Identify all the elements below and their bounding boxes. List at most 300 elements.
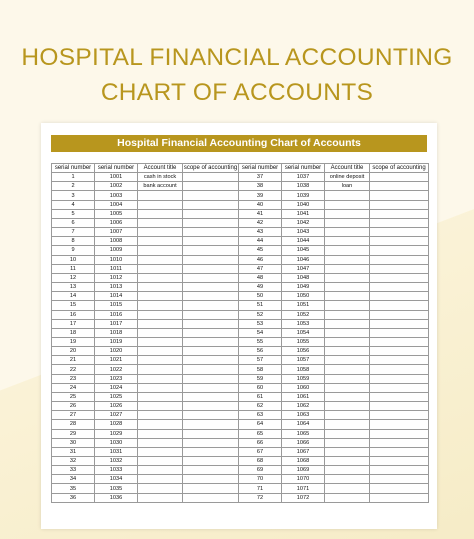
table-cell[interactable]: [325, 402, 370, 411]
table-cell[interactable]: 1039: [282, 191, 325, 200]
table-cell[interactable]: [325, 392, 370, 401]
table-cell[interactable]: [183, 337, 239, 346]
table-cell[interactable]: 21: [52, 356, 95, 365]
table-cell[interactable]: 1066: [282, 438, 325, 447]
table-cell[interactable]: 1024: [95, 383, 138, 392]
table-cell[interactable]: [138, 228, 183, 237]
table-cell[interactable]: [370, 365, 429, 374]
table-cell[interactable]: [325, 356, 370, 365]
table-cell[interactable]: 40: [239, 200, 282, 209]
table-cell[interactable]: 1065: [282, 429, 325, 438]
table-cell[interactable]: [370, 301, 429, 310]
table-cell[interactable]: [325, 411, 370, 420]
table-cell[interactable]: 48: [239, 273, 282, 282]
table-cell[interactable]: 1056: [282, 347, 325, 356]
table-cell[interactable]: 1072: [282, 493, 325, 502]
table-cell[interactable]: 1009: [95, 246, 138, 255]
table-cell[interactable]: [325, 209, 370, 218]
table-cell[interactable]: 60: [239, 383, 282, 392]
table-cell[interactable]: 47: [239, 264, 282, 273]
table-cell[interactable]: 18: [52, 328, 95, 337]
table-cell[interactable]: 1067: [282, 447, 325, 456]
table-cell[interactable]: [183, 200, 239, 209]
table-row: [52, 457, 429, 466]
table-cell[interactable]: [325, 301, 370, 310]
table-cell[interactable]: [325, 493, 370, 502]
table-cell[interactable]: 1046: [282, 255, 325, 264]
table-cell[interactable]: [325, 374, 370, 383]
table-cell[interactable]: [325, 337, 370, 346]
table-cell[interactable]: [325, 484, 370, 493]
table-cell[interactable]: 1048: [282, 273, 325, 282]
table-cell[interactable]: [183, 255, 239, 264]
table-cell[interactable]: 23: [52, 374, 95, 383]
table-cell[interactable]: 71: [239, 484, 282, 493]
table-cell[interactable]: [183, 356, 239, 365]
table-cell[interactable]: [183, 209, 239, 218]
column-header: serial number: [95, 164, 138, 173]
table-cell[interactable]: [138, 429, 183, 438]
table-cell[interactable]: 24: [52, 383, 95, 392]
table-cell[interactable]: [183, 392, 239, 401]
table-cell[interactable]: [138, 337, 183, 346]
table-cell[interactable]: 54: [239, 328, 282, 337]
table-cell[interactable]: 35: [52, 484, 95, 493]
table-cell[interactable]: 36: [52, 493, 95, 502]
table-cell[interactable]: 2: [52, 182, 95, 191]
table-cell[interactable]: 37: [239, 173, 282, 182]
table-cell[interactable]: [183, 228, 239, 237]
table-cell[interactable]: [370, 273, 429, 282]
table-cell[interactable]: [138, 484, 183, 493]
table-cell[interactable]: 34: [52, 475, 95, 484]
table-cell[interactable]: [183, 173, 239, 182]
table-cell[interactable]: [183, 310, 239, 319]
table-cell[interactable]: 1021: [95, 356, 138, 365]
table-cell[interactable]: [370, 466, 429, 475]
table-cell[interactable]: 1068: [282, 457, 325, 466]
table-cell[interactable]: [183, 365, 239, 374]
table-cell[interactable]: [183, 218, 239, 227]
table-cell[interactable]: [370, 475, 429, 484]
table-cell[interactable]: 44: [239, 237, 282, 246]
table-cell[interactable]: [325, 255, 370, 264]
table-cell[interactable]: 26: [52, 402, 95, 411]
table-cell[interactable]: [183, 319, 239, 328]
table-cell[interactable]: [370, 484, 429, 493]
table-cell[interactable]: 1012: [95, 273, 138, 282]
table-cell[interactable]: 51: [239, 301, 282, 310]
table-cell[interactable]: [370, 200, 429, 209]
table-cell[interactable]: [370, 356, 429, 365]
table-cell[interactable]: [325, 292, 370, 301]
table-cell[interactable]: 1017: [95, 319, 138, 328]
table-cell[interactable]: 66: [239, 438, 282, 447]
table-cell[interactable]: 1037: [282, 173, 325, 182]
table-cell[interactable]: 56: [239, 347, 282, 356]
table-row: [52, 255, 429, 264]
table-cell[interactable]: 1069: [282, 466, 325, 475]
table-cell[interactable]: [138, 209, 183, 218]
table-cell[interactable]: [138, 292, 183, 301]
table-cell[interactable]: 68: [239, 457, 282, 466]
table-cell[interactable]: 46: [239, 255, 282, 264]
table-cell[interactable]: 39: [239, 191, 282, 200]
table-cell[interactable]: [325, 475, 370, 484]
table-cell[interactable]: 9: [52, 246, 95, 255]
table-cell[interactable]: 8: [52, 237, 95, 246]
table-cell[interactable]: 1033: [95, 466, 138, 475]
table-cell[interactable]: [138, 383, 183, 392]
table-cell[interactable]: [325, 191, 370, 200]
table-cell[interactable]: [370, 255, 429, 264]
table-cell[interactable]: 1060: [282, 383, 325, 392]
table-cell[interactable]: 5: [52, 209, 95, 218]
table-cell[interactable]: [183, 328, 239, 337]
table-cell[interactable]: 27: [52, 411, 95, 420]
table-cell[interactable]: 41: [239, 209, 282, 218]
table-cell[interactable]: 1010: [95, 255, 138, 264]
table-cell[interactable]: 22: [52, 365, 95, 374]
table-cell[interactable]: 1042: [282, 218, 325, 227]
table-cell[interactable]: [370, 429, 429, 438]
table-cell[interactable]: [325, 429, 370, 438]
table-cell[interactable]: [138, 402, 183, 411]
table-cell[interactable]: [138, 191, 183, 200]
table-cell[interactable]: 3: [52, 191, 95, 200]
table-cell[interactable]: [183, 347, 239, 356]
table-cell[interactable]: 1050: [282, 292, 325, 301]
table-cell[interactable]: [325, 228, 370, 237]
table-cell[interactable]: 1002: [95, 182, 138, 191]
table-cell[interactable]: 29: [52, 429, 95, 438]
table-cell[interactable]: 1040: [282, 200, 325, 209]
table-cell[interactable]: 70: [239, 475, 282, 484]
table-cell[interactable]: [325, 264, 370, 273]
table-cell[interactable]: 65: [239, 429, 282, 438]
table-cell[interactable]: 4: [52, 200, 95, 209]
table-cell[interactable]: [183, 292, 239, 301]
table-cell[interactable]: 45: [239, 246, 282, 255]
table-cell[interactable]: [370, 182, 429, 191]
table-cell[interactable]: [325, 319, 370, 328]
table-cell[interactable]: [138, 246, 183, 255]
table-cell[interactable]: [138, 310, 183, 319]
table-cell[interactable]: 42: [239, 218, 282, 227]
table-cell[interactable]: [370, 191, 429, 200]
table-cell[interactable]: 1005: [95, 209, 138, 218]
table-row: [52, 246, 429, 255]
table-cell[interactable]: [183, 191, 239, 200]
table-cell[interactable]: [325, 447, 370, 456]
table-cell[interactable]: 1: [52, 173, 95, 182]
table-cell[interactable]: 1058: [282, 365, 325, 374]
table-cell[interactable]: [183, 301, 239, 310]
table-row: [52, 493, 429, 502]
table-cell[interactable]: [325, 328, 370, 337]
table-cell[interactable]: 1055: [282, 337, 325, 346]
table-cell[interactable]: 15: [52, 301, 95, 310]
table-cell[interactable]: [138, 237, 183, 246]
table-cell[interactable]: 1018: [95, 328, 138, 337]
table-cell[interactable]: [370, 493, 429, 502]
table-cell[interactable]: [183, 273, 239, 282]
table-cell[interactable]: [138, 420, 183, 429]
table-cell[interactable]: 53: [239, 319, 282, 328]
table-cell[interactable]: 1019: [95, 337, 138, 346]
table-cell[interactable]: [325, 420, 370, 429]
table-cell[interactable]: 1043: [282, 228, 325, 237]
table-cell[interactable]: [183, 447, 239, 456]
table-cell[interactable]: 1015: [95, 301, 138, 310]
table-cell[interactable]: 1020: [95, 347, 138, 356]
table-cell[interactable]: [138, 438, 183, 447]
table-cell[interactable]: [370, 420, 429, 429]
table-cell[interactable]: [183, 402, 239, 411]
table-cell[interactable]: 57: [239, 356, 282, 365]
table-cell[interactable]: [183, 493, 239, 502]
table-cell[interactable]: [370, 173, 429, 182]
table-cell[interactable]: 11: [52, 264, 95, 273]
table-cell[interactable]: [325, 466, 370, 475]
table-row: [52, 475, 429, 484]
table-cell[interactable]: [138, 374, 183, 383]
table-cell[interactable]: 38: [239, 182, 282, 191]
table-cell[interactable]: 1001: [95, 173, 138, 182]
column-header: Account title: [138, 164, 183, 173]
table-cell[interactable]: 1026: [95, 402, 138, 411]
table-row: [52, 191, 429, 200]
table-cell[interactable]: [370, 438, 429, 447]
table-cell[interactable]: 58: [239, 365, 282, 374]
table-cell[interactable]: [183, 246, 239, 255]
table-cell[interactable]: 20: [52, 347, 95, 356]
table-cell[interactable]: 52: [239, 310, 282, 319]
table-cell[interactable]: [325, 246, 370, 255]
table-cell[interactable]: [370, 209, 429, 218]
table-cell[interactable]: 25: [52, 392, 95, 401]
table-cell[interactable]: 43: [239, 228, 282, 237]
table-cell[interactable]: 1028: [95, 420, 138, 429]
table-cell[interactable]: [138, 466, 183, 475]
table-cell[interactable]: 1047: [282, 264, 325, 273]
table-cell[interactable]: loan: [325, 182, 370, 191]
table-cell[interactable]: [370, 457, 429, 466]
table-cell[interactable]: [370, 237, 429, 246]
table-cell[interactable]: [183, 283, 239, 292]
table-cell[interactable]: [138, 365, 183, 374]
table-cell[interactable]: 1006: [95, 218, 138, 227]
table-cell[interactable]: 50: [239, 292, 282, 301]
table-cell[interactable]: [183, 374, 239, 383]
table-cell[interactable]: 1036: [95, 493, 138, 502]
table-cell[interactable]: 1007: [95, 228, 138, 237]
table-cell[interactable]: 1049: [282, 283, 325, 292]
table-cell[interactable]: [325, 237, 370, 246]
table-header-row: [52, 164, 429, 173]
table-cell[interactable]: 1029: [95, 429, 138, 438]
table-cell[interactable]: [183, 420, 239, 429]
table-cell[interactable]: bank account: [138, 182, 183, 191]
table-cell[interactable]: [325, 438, 370, 447]
table-cell[interactable]: 1059: [282, 374, 325, 383]
table-cell[interactable]: [183, 475, 239, 484]
table-cell[interactable]: 1030: [95, 438, 138, 447]
table-cell[interactable]: 19: [52, 337, 95, 346]
table-cell[interactable]: 12: [52, 273, 95, 282]
table-cell[interactable]: [370, 392, 429, 401]
table-cell[interactable]: 1051: [282, 301, 325, 310]
table-cell[interactable]: [138, 392, 183, 401]
table-cell[interactable]: cash in stock: [138, 173, 183, 182]
table-cell[interactable]: [370, 411, 429, 420]
table-cell[interactable]: 59: [239, 374, 282, 383]
table-cell[interactable]: [138, 328, 183, 337]
table-cell[interactable]: 1057: [282, 356, 325, 365]
table-cell[interactable]: 69: [239, 466, 282, 475]
table-cell[interactable]: [325, 283, 370, 292]
table-cell[interactable]: [370, 218, 429, 227]
table-cell[interactable]: [138, 301, 183, 310]
table-cell[interactable]: 1016: [95, 310, 138, 319]
table-cell[interactable]: 1071: [282, 484, 325, 493]
table-cell[interactable]: 1011: [95, 264, 138, 273]
table-cell[interactable]: 1053: [282, 319, 325, 328]
table-cell[interactable]: [370, 328, 429, 337]
table-row: [52, 337, 429, 346]
table-cell[interactable]: 30: [52, 438, 95, 447]
table-cell[interactable]: [138, 411, 183, 420]
table-cell[interactable]: 14: [52, 292, 95, 301]
table-cell[interactable]: [370, 347, 429, 356]
table-cell[interactable]: 13: [52, 283, 95, 292]
table-cell[interactable]: [138, 218, 183, 227]
table-cell[interactable]: [138, 447, 183, 456]
table-cell[interactable]: [370, 246, 429, 255]
table-cell[interactable]: [325, 218, 370, 227]
table-cell[interactable]: [138, 273, 183, 282]
table-cell[interactable]: [325, 457, 370, 466]
table-cell[interactable]: 62: [239, 402, 282, 411]
table-cell[interactable]: [183, 429, 239, 438]
table-cell[interactable]: 1052: [282, 310, 325, 319]
table-cell[interactable]: 10: [52, 255, 95, 264]
table-row: [52, 347, 429, 356]
table-cell[interactable]: 31: [52, 447, 95, 456]
table-cell[interactable]: [325, 383, 370, 392]
table-cell[interactable]: 33: [52, 466, 95, 475]
table-cell[interactable]: 72: [239, 493, 282, 502]
table-cell[interactable]: 1031: [95, 447, 138, 456]
table-cell[interactable]: 1008: [95, 237, 138, 246]
table-cell[interactable]: [138, 200, 183, 209]
table-cell[interactable]: [370, 402, 429, 411]
table-cell[interactable]: 32: [52, 457, 95, 466]
table-cell[interactable]: 1013: [95, 283, 138, 292]
table-cell[interactable]: [138, 264, 183, 273]
table-cell[interactable]: [325, 200, 370, 209]
table-cell[interactable]: 1063: [282, 411, 325, 420]
table-cell[interactable]: 1041: [282, 209, 325, 218]
table-cell[interactable]: 1070: [282, 475, 325, 484]
table-cell[interactable]: [183, 182, 239, 191]
table-cell[interactable]: [138, 283, 183, 292]
table-cell[interactable]: 1045: [282, 246, 325, 255]
table-cell[interactable]: [138, 255, 183, 264]
table-cell[interactable]: 1062: [282, 402, 325, 411]
table-cell[interactable]: 17: [52, 319, 95, 328]
table-cell[interactable]: 67: [239, 447, 282, 456]
table-cell[interactable]: 1003: [95, 191, 138, 200]
table-cell[interactable]: 61: [239, 392, 282, 401]
table-cell[interactable]: [183, 411, 239, 420]
table-cell[interactable]: 63: [239, 411, 282, 420]
table-cell[interactable]: [370, 283, 429, 292]
table-cell[interactable]: 1038: [282, 182, 325, 191]
table-cell[interactable]: 28: [52, 420, 95, 429]
table-cell[interactable]: 1027: [95, 411, 138, 420]
table-cell[interactable]: [138, 457, 183, 466]
table-cell[interactable]: [370, 292, 429, 301]
table-cell[interactable]: 1014: [95, 292, 138, 301]
table-cell[interactable]: [183, 438, 239, 447]
table-cell[interactable]: [325, 365, 370, 374]
table-cell[interactable]: 1034: [95, 475, 138, 484]
table-cell[interactable]: [325, 310, 370, 319]
table-cell[interactable]: [370, 383, 429, 392]
table-cell[interactable]: [138, 319, 183, 328]
table-cell[interactable]: [183, 466, 239, 475]
table-cell[interactable]: 64: [239, 420, 282, 429]
table-cell[interactable]: [138, 356, 183, 365]
table-cell[interactable]: [370, 264, 429, 273]
table-cell[interactable]: 6: [52, 218, 95, 227]
table-cell[interactable]: 16: [52, 310, 95, 319]
table-cell[interactable]: 1044: [282, 237, 325, 246]
table-cell[interactable]: [370, 337, 429, 346]
table-cell[interactable]: [370, 374, 429, 383]
table-cell[interactable]: [370, 319, 429, 328]
table-cell[interactable]: [325, 347, 370, 356]
table-cell[interactable]: [370, 447, 429, 456]
table-cell[interactable]: 55: [239, 337, 282, 346]
table-cell[interactable]: 1035: [95, 484, 138, 493]
table-cell[interactable]: 1004: [95, 200, 138, 209]
table-cell[interactable]: 1054: [282, 328, 325, 337]
table-cell[interactable]: 1064: [282, 420, 325, 429]
table-cell[interactable]: online deposit: [325, 173, 370, 182]
table-cell[interactable]: 49: [239, 283, 282, 292]
table-cell[interactable]: [183, 457, 239, 466]
table-cell[interactable]: 1061: [282, 392, 325, 401]
table-cell[interactable]: [183, 237, 239, 246]
table-cell[interactable]: [183, 484, 239, 493]
table-cell[interactable]: 1022: [95, 365, 138, 374]
table-cell[interactable]: [138, 475, 183, 484]
table-cell[interactable]: [183, 383, 239, 392]
table-row: [52, 374, 429, 383]
table-cell[interactable]: [325, 273, 370, 282]
table-cell[interactable]: 1025: [95, 392, 138, 401]
table-cell[interactable]: [138, 493, 183, 502]
table-cell[interactable]: [370, 310, 429, 319]
table-cell[interactable]: [138, 347, 183, 356]
table-cell[interactable]: [370, 228, 429, 237]
table-cell[interactable]: 1023: [95, 374, 138, 383]
table-cell[interactable]: 1032: [95, 457, 138, 466]
table-cell[interactable]: 7: [52, 228, 95, 237]
table-cell[interactable]: [183, 264, 239, 273]
